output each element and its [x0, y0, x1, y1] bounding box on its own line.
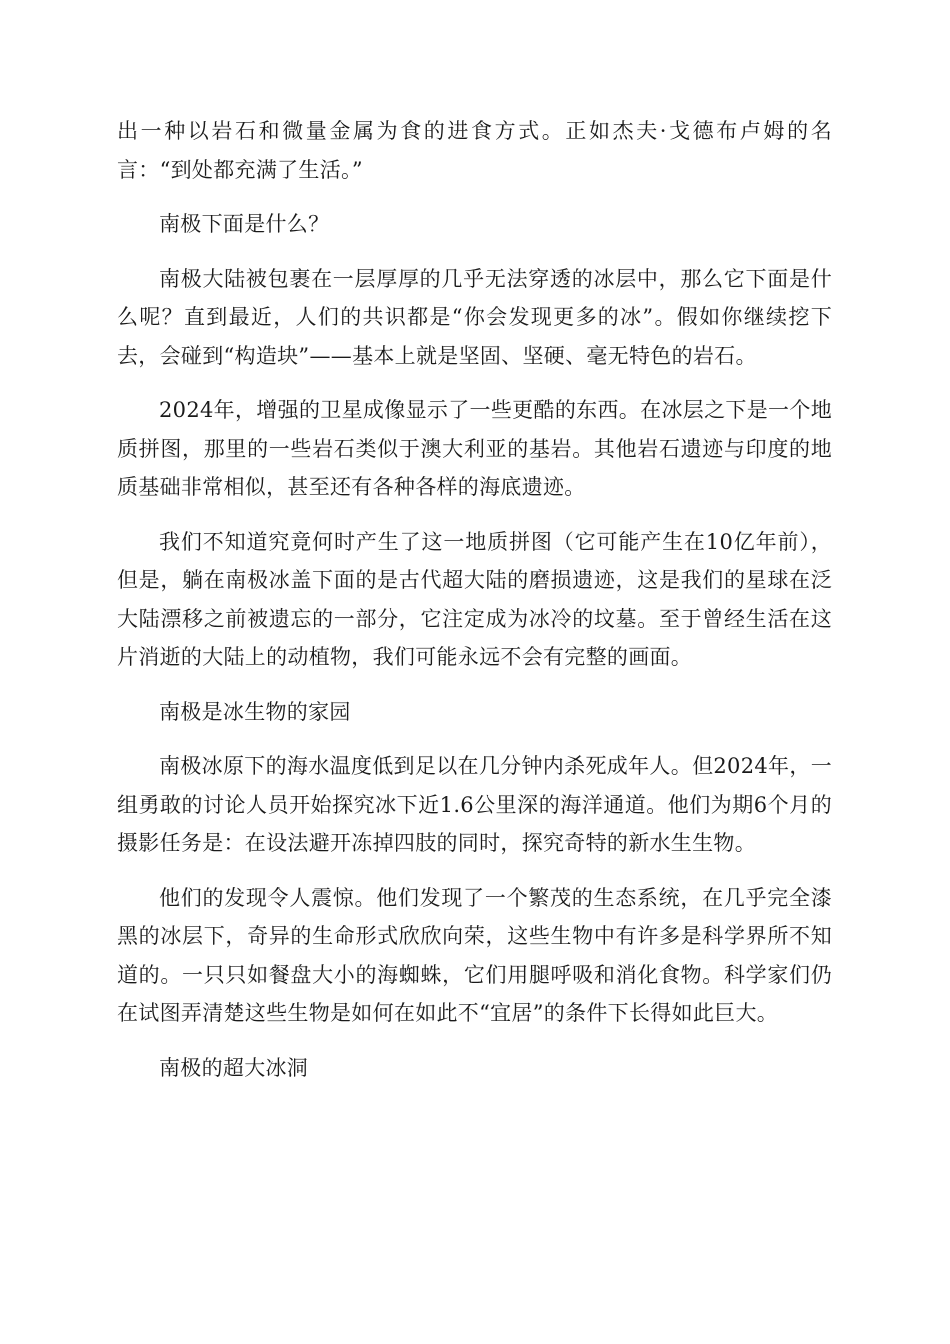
- body-paragraph: 南极冰原下的海水温度低到足以在几分钟内杀死成年人。但2024年，一组勇敢的讨论人员开始探究冰下近1.6公里深的海洋通道。他们为期6个月的摄影任务是：在设法避开冻掉四肢的同时，探究奇特的新水生生物。: [117, 754, 832, 855]
- section-heading-giant-ice-caves: 南极的超大冰洞: [159, 1055, 309, 1080]
- body-paragraph: 南极大陆被包裹在一层厚厚的几乎无法穿透的冰层中，那么它下面是什么呢？直到最近，人们的共识都是“你会发现更多的冰”。假如你继续挖下去，会碰到“构造块”——基本上就是坚固、坚硬、毫无特色的岩石。: [117, 266, 832, 368]
- body-paragraph: 2024年，增强的卫星成像显示了一些更酷的东西。在冰层之下是一个地质拼图，那里的一些岩石类似于澳大利亚的基岩。其他岩石遗迹与印度的地质基础非常相似，甚至还有各种各样的海底遗迹。: [117, 398, 832, 499]
- body-paragraph: 他们的发现令人震惊。他们发现了一个繁茂的生态系统，在几乎完全漆黑的冰层下，奇异的生命形式欣欣向荣，这些生物中有许多是科学界所不知道的。一只只如餐盘大小的海蜘蛛，它们用腿呼吸和消化食物。科学家们仍在试图弄清楚这些生物是如何在如此不“宜居”的条件下长得如此巨大。: [117, 885, 832, 1025]
- body-paragraph: 我们不知道究竟何时产生了这一地质拼图（它可能产生在10亿年前），但是，躺在南极冰盖下面的是古代超大陆的磨损遗迹，这是我们的星球在泛大陆漂移之前被遗忘的一部分，它注定成为冰冷的坟墓。至于曾经生活在这片消逝的大陆上的动植物，我们可能永远不会有完整的画面。: [117, 529, 832, 669]
- document-page: [117, 112, 832, 1103]
- section-heading-what-is-under-antarctica: 南极下面是什么？: [159, 212, 330, 236]
- continuation-paragraph: 出一种以岩石和微量金属为食的进食方式。正如杰夫·戈德布卢姆的名言：“到处都充满了生活。”: [117, 119, 832, 182]
- section-heading-ice-creatures-home: 南极是冰生物的家园: [159, 699, 351, 724]
